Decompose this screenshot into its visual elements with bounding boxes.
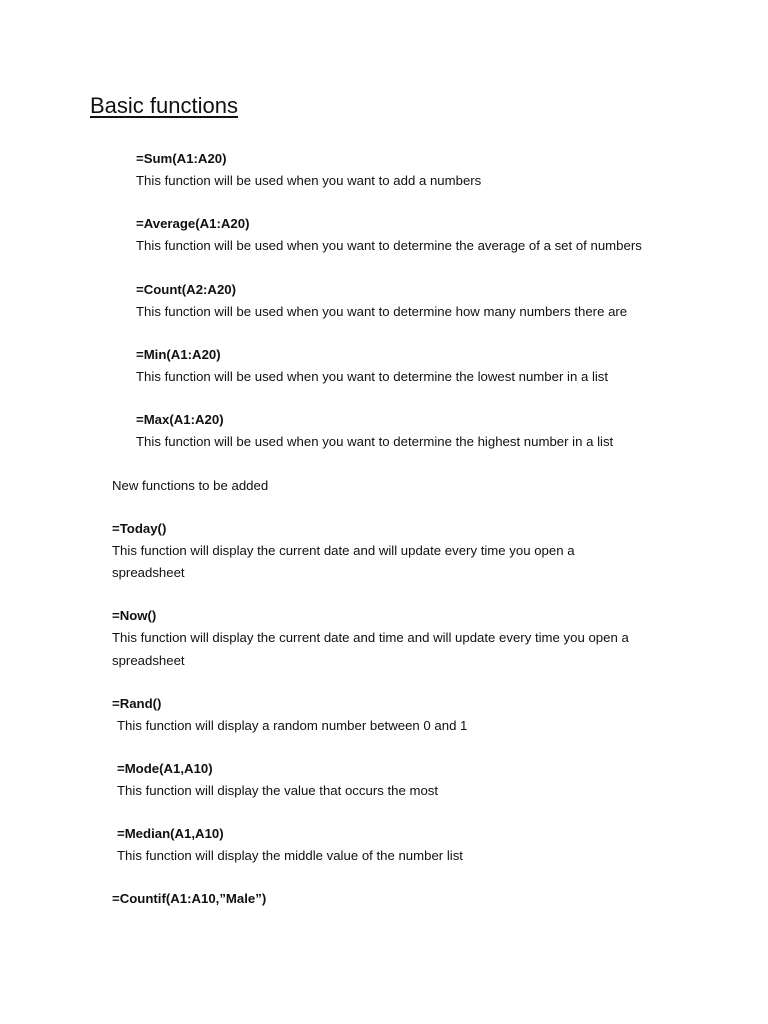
section-heading-new-functions: New functions to be added: [112, 478, 269, 493]
function-formula-sum: =Sum(A1:A20): [136, 151, 227, 166]
function-description-min: This function will be used when you want to determine the lowest number in a list: [136, 369, 609, 384]
function-description-median: This function will display the middle value of the number list: [117, 848, 463, 863]
function-formula-today: =Today(): [112, 521, 167, 536]
function-description-sum: This function will be used when you want to add a numbers: [136, 173, 482, 188]
function-description-today-line1: This function will display the current date and will update every time you open a: [112, 543, 575, 558]
function-formula-mode: =Mode(A1,A10): [117, 761, 213, 776]
function-description-average: This function will be used when you want to determine the average of a set of numbers: [136, 238, 642, 253]
function-formula-rand: =Rand(): [112, 696, 162, 711]
function-formula-count: =Count(A2:A20): [136, 282, 237, 297]
function-formula-now: =Now(): [112, 608, 157, 623]
function-formula-countif: =Countif(A1:A10,”Male”): [112, 891, 267, 906]
function-description-today-line2: spreadsheet: [112, 565, 185, 580]
function-description-mode: This function will display the value that occurs the most: [117, 783, 439, 798]
function-description-max: This function will be used when you want to determine the highest number in a list: [136, 434, 614, 449]
function-description-count: This function will be used when you want to determine how many numbers there are: [136, 304, 628, 319]
function-formula-average: =Average(A1:A20): [136, 216, 250, 231]
function-formula-max: =Max(A1:A20): [136, 412, 224, 427]
function-formula-median: =Median(A1,A10): [117, 826, 224, 841]
function-formula-min: =Min(A1:A20): [136, 347, 221, 362]
function-description-now-line2: spreadsheet: [112, 653, 185, 668]
function-description-rand: This function will display a random number between 0 and 1: [117, 718, 468, 733]
function-description-now-line1: This function will display the current date and time and will update every time you open a: [112, 630, 629, 645]
page-title: Basic functions: [90, 93, 238, 118]
